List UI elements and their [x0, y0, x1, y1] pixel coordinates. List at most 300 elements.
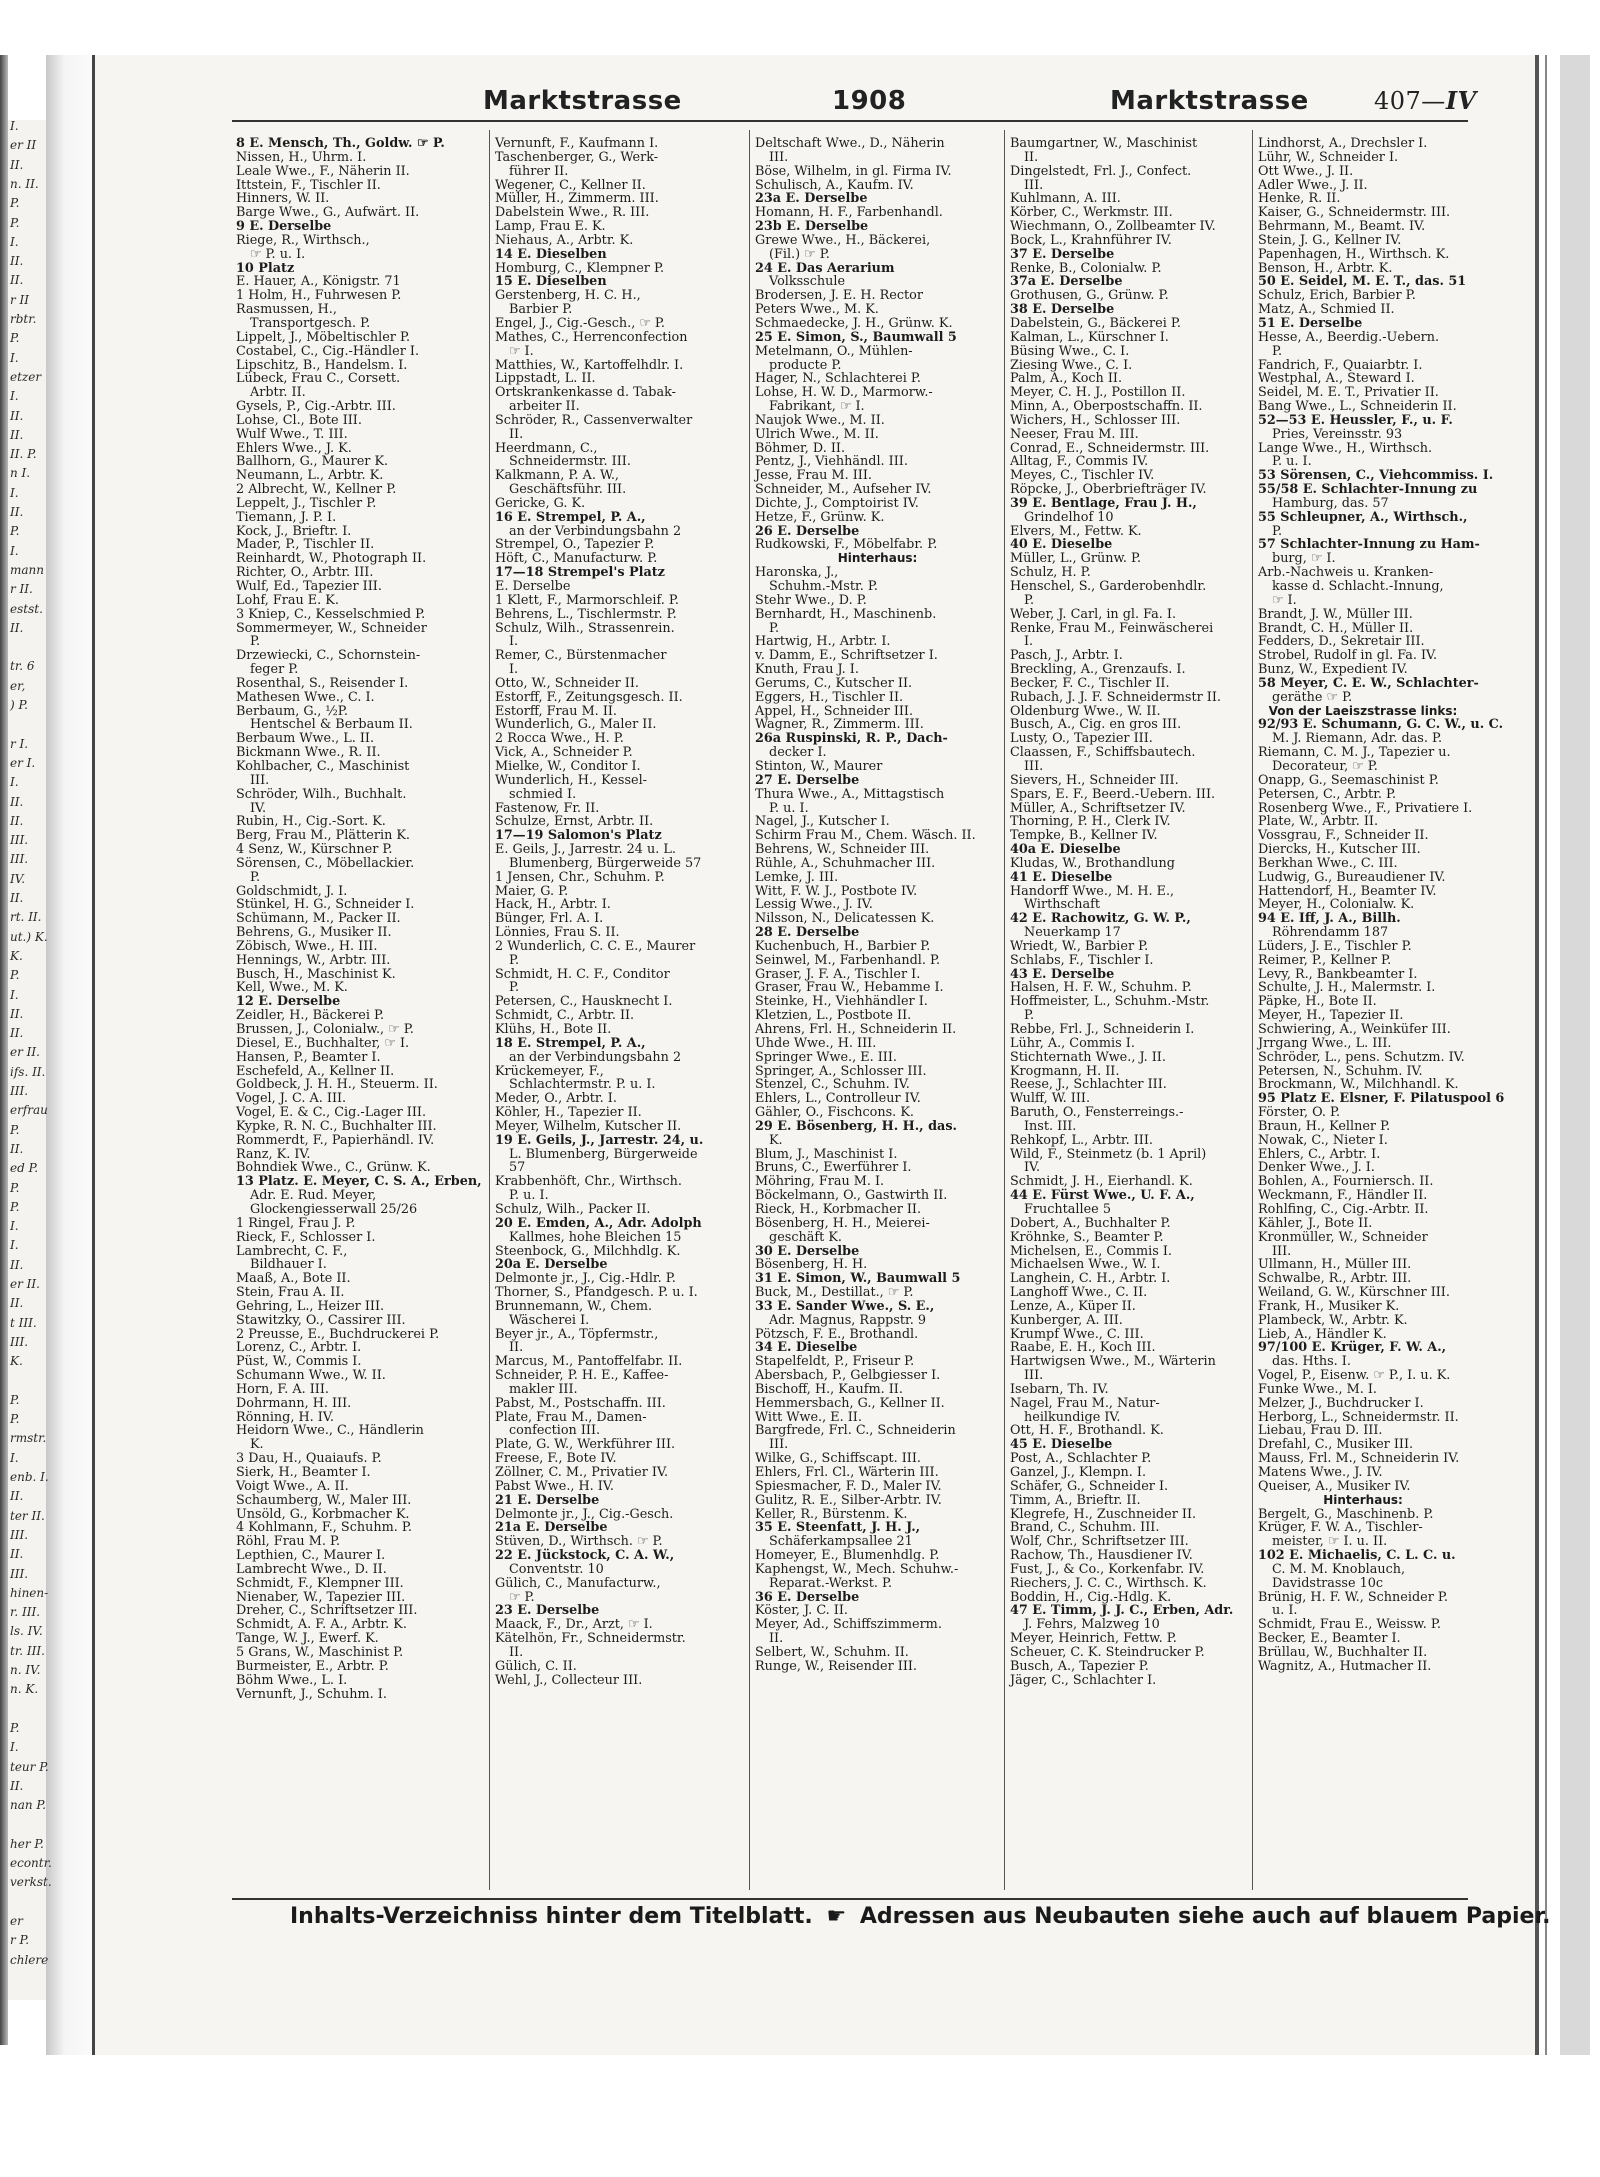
directory-entry: Michelsen, E., Commis I.	[1010, 1243, 1172, 1259]
directory-entry: Onapp, G., Seemaschinist P.	[1258, 772, 1439, 788]
scan-edge-shadow	[0, 55, 8, 2045]
directory-entry: Thorning, P. H., Clerk IV.	[1010, 814, 1171, 830]
previous-page-fragment: II.	[10, 1006, 24, 1021]
pointing-hand-icon: ☛	[826, 1904, 847, 1929]
directory-entry: burg, ☞ I.	[1272, 551, 1336, 567]
directory-entry: Hemmersbach, G., Kellner II.	[755, 1395, 945, 1411]
house-number-entry: 15 E. Dieselben	[495, 274, 607, 290]
directory-entry: Meyer, Ad., Schiffszimmerm.	[755, 1617, 942, 1633]
previous-page-fragment: II.	[10, 1778, 24, 1793]
directory-entry: Thorner, S., Pfandgesch. P. u. I.	[495, 1285, 698, 1301]
directory-entry: Lühr, A., Commis I.	[1010, 1035, 1135, 1051]
house-number-entry: 23 E. Derselbe	[495, 1603, 600, 1619]
directory-entry: III.	[1272, 1243, 1292, 1259]
directory-entry: Adr. E. Rud. Meyer,	[250, 1188, 377, 1204]
directory-entry: Reparat.-Werkst. P.	[769, 1575, 893, 1591]
directory-entry: Meyer, H., Tapezier II.	[1258, 1008, 1404, 1024]
directory-entry: Strempel, O., Tapezier P.	[495, 537, 655, 553]
directory-entry: Remer, C., Bürstenmacher	[495, 648, 667, 664]
directory-entry: Jesse, Frau M. III.	[755, 468, 872, 484]
directory-entry: Renke, Frau M., Feinwäscherei	[1010, 620, 1214, 636]
previous-page-fragment: rt. II.	[10, 910, 42, 925]
previous-page-fragment: n. K.	[10, 1682, 39, 1697]
directory-entry: Homburg, C., Klempner P.	[495, 260, 665, 276]
directory-entry: Wehl, J., Collecteur III.	[495, 1672, 643, 1688]
directory-entry: IV.	[250, 800, 267, 816]
directory-entry: Raabe, E. H., Koch III.	[1010, 1340, 1156, 1356]
previous-page-fragment: I.	[10, 389, 19, 404]
directory-entry: Meyer, C. H. J., Postillon II.	[1010, 385, 1186, 401]
directory-entry: Krabbenhöft, Chr., Wirthsch.	[495, 1174, 682, 1190]
previous-page-fragment: mann	[10, 562, 44, 577]
house-number-entry: 36 E. Derselbe	[755, 1589, 860, 1605]
directory-entry: Abersbach, P., Gelbgiesser I.	[755, 1368, 941, 1384]
directory-entry: Engel, J., Cig.-Gesch., ☞ P.	[495, 315, 665, 331]
directory-entry: Gerstenberg, H. C. H.,	[495, 288, 641, 304]
directory-entry: Hattendorf, H., Beamter IV.	[1258, 883, 1437, 899]
directory-entry: Hesse, A., Beerdig.-Uebern.	[1258, 329, 1440, 345]
previous-page-fragment: I.	[10, 485, 19, 500]
previous-page-fragment: tr. 6	[10, 659, 35, 674]
directory-entry: Sommermeyer, W., Schneider	[236, 620, 427, 636]
directory-entry: Becker, E., Beamter I.	[1258, 1631, 1401, 1647]
directory-entry: Goldbeck, J. H. H., Steuerm. II.	[236, 1077, 438, 1093]
directory-entry: Köster, J. C. II.	[755, 1603, 848, 1619]
directory-column-1	[236, 137, 485, 1897]
directory-entry: Nissen, H., Uhrm. I.	[236, 149, 367, 165]
directory-entry: Meyer, Wilhelm, Kutscher II.	[495, 1118, 682, 1134]
directory-entry: Reimer, P., Kellner P.	[1258, 952, 1392, 968]
directory-entry: decker I.	[769, 745, 827, 761]
section-heading: Von der Laeiszstrasse links:	[1268, 703, 1458, 718]
directory-entry: Schlachtermstr. P. u. I.	[509, 1077, 656, 1093]
previous-page-fragment: erfrau	[10, 1103, 48, 1118]
directory-entry: Schulz, Erich, Barbier P.	[1258, 288, 1416, 304]
previous-page-fragment: er II.	[10, 1277, 40, 1291]
directory-entry: Horn, F. A. III.	[236, 1381, 329, 1397]
house-number-entry: 35 E. Steenfatt, J. H. J.,	[755, 1520, 921, 1536]
previous-page-fragment: er I.	[10, 755, 36, 770]
directory-entry: Rehkopf, L., Arbtr. III.	[1010, 1132, 1153, 1148]
directory-entry: Lorenz, C., Arbtr. I.	[236, 1340, 362, 1356]
directory-entry: Adr. Magnus, Rappstr. 9	[769, 1312, 927, 1328]
directory-entry: Böhm Wwe., L. I.	[236, 1672, 348, 1688]
directory-entry: Petersen, C., Hausknecht I.	[495, 994, 673, 1010]
directory-entry: Sörensen, C., Möbellackier.	[236, 855, 415, 871]
directory-entry: Rachow, Th., Hausdiener IV.	[1010, 1548, 1193, 1564]
directory-entry: Grewe Wwe., H., Bäckerei,	[755, 232, 931, 248]
directory-entry: Meder, O., Arbtr. I.	[495, 1091, 617, 1107]
directory-entry: Bösenberg, H. H.	[755, 1257, 868, 1273]
directory-entry: 3 Kniep, C., Kesselschmied P.	[236, 606, 426, 622]
directory-entry: Stenzel, C., Schuhm. IV.	[755, 1077, 910, 1093]
directory-entry: Röpcke, J., Oberbriefträger IV.	[1010, 482, 1207, 498]
previous-page-margin	[8, 119, 52, 2000]
directory-entry: Springer, A., Schlosser III.	[755, 1063, 927, 1079]
directory-entry: Eschefeld, A., Kellner II.	[236, 1063, 395, 1079]
directory-entry: Meyer, Heinrich, Fettw. P.	[1010, 1631, 1177, 1647]
previous-page-fragment: ter II.	[10, 1508, 45, 1523]
directory-entry: Matthies, W., Kartoffelhdlr. I.	[495, 357, 684, 373]
directory-entry: Busch, H., Maschinist K.	[236, 966, 396, 982]
previous-page-fragment: II.	[10, 620, 24, 635]
directory-entry: Bruns, C., Ewerführer I.	[755, 1160, 912, 1176]
previous-page-fragment: II.	[10, 273, 24, 288]
page-number-arabic: 407—	[1374, 87, 1446, 115]
directory-entry: Ott Wwe., J. II.	[1258, 163, 1354, 179]
directory-entry: Krückemeyer, F.,	[495, 1063, 604, 1079]
directory-entry: Lönnies, Frau S. II.	[495, 925, 620, 941]
previous-page-fragment: K.	[10, 948, 23, 963]
directory-entry: 2 Preusse, E., Buchdruckerei P.	[236, 1326, 440, 1342]
directory-entry: Lohse, Cl., Bote III.	[236, 412, 362, 428]
directory-entry: meister, ☞ I. u. II.	[1272, 1534, 1388, 1550]
column-divider	[749, 130, 750, 1890]
previous-page-fragment: III.	[10, 1084, 29, 1098]
directory-entry: Tange, W. J., Ewerf. K.	[236, 1631, 379, 1647]
directory-entry: Ehlers, C., Arbtr. I.	[1258, 1146, 1381, 1162]
directory-entry: Stehr Wwe., D. P.	[755, 592, 867, 608]
directory-entry: Gerums, C., Kutscher II.	[755, 675, 913, 691]
directory-entry: Spars, E. F., Beerd.-Uebern. III.	[1010, 786, 1216, 802]
directory-entry: Rommerdt, F., Papierhändl. IV.	[236, 1132, 435, 1148]
running-head-year: 1908	[832, 86, 907, 116]
directory-entry: Nagel, Frau M., Natur-	[1010, 1395, 1160, 1411]
directory-entry: Fabrikant, ☞ I.	[769, 399, 865, 415]
directory-entry: Graser, Frau W., Hebamme I.	[755, 980, 944, 996]
house-number-entry: 17—18 Strempel's Platz	[495, 565, 665, 581]
previous-page-fragment: etzer	[10, 369, 42, 384]
directory-entry: feger P.	[250, 662, 299, 678]
directory-entry: Rudkowski, F., Möbelfabr. P.	[755, 537, 938, 553]
directory-entry: Wunderlich, H., Kessel-	[495, 772, 648, 788]
directory-column-5	[1258, 136, 1505, 1897]
directory-entry: Köhler, H., Tapezier II.	[495, 1105, 642, 1121]
directory-entry: Nowak, C., Nieter I.	[1258, 1132, 1388, 1148]
directory-entry: 1 Jensen, Chr., Schuhm. P.	[495, 869, 665, 885]
directory-entry: Freese, F., Bote IV.	[495, 1451, 617, 1467]
directory-entry: Ehlers, L., Controlleur IV.	[755, 1091, 921, 1107]
house-number-entry: 94 E. Iff, J. A., Billh.	[1258, 911, 1401, 927]
directory-entry: Queiser, A., Musiker IV.	[1258, 1478, 1411, 1494]
house-number-entry: 40 E. Dieselbe	[1010, 537, 1113, 553]
directory-entry: III.	[769, 149, 789, 165]
directory-entry: Ranz, K. IV.	[236, 1146, 311, 1162]
directory-entry: Müller, A., Schriftsetzer IV.	[1010, 800, 1186, 816]
directory-entry: Leppelt, J., Tischler P.	[236, 495, 377, 511]
directory-entry: Lusty, O., Tapezier III.	[1010, 731, 1153, 747]
directory-entry: Wulff, W. III.	[1010, 1091, 1091, 1107]
directory-entry: Plate, W., Arbtr. II.	[1258, 814, 1379, 830]
previous-page-fragment: I.	[10, 1450, 19, 1465]
directory-entry: Kletzien, L., Postbote II.	[755, 1008, 912, 1024]
directory-entry: Breckling, A., Grenzaufs. I.	[1010, 662, 1186, 678]
previous-page-fragment: I.	[10, 987, 19, 1002]
directory-entry: Pabst Wwe., H. IV.	[495, 1478, 614, 1494]
previous-page-fragment: II.	[10, 891, 24, 905]
directory-entry: Estorff, F., Zeitungsgesch. II.	[495, 689, 683, 705]
directory-entry: Barge Wwe., G., Aufwärt. II.	[236, 205, 420, 221]
column-divider	[489, 130, 490, 1890]
house-number-entry: 55/58 E. Schlachter-Innung zu	[1258, 482, 1478, 498]
directory-entry: Renke, B., Colonialw. P.	[1010, 260, 1162, 276]
directory-entry: Timm, A., Brieftr. II.	[1010, 1492, 1141, 1508]
directory-entry: Rieck, H., Korbmacher II.	[755, 1201, 922, 1217]
directory-entry: Berbaum, G., ½P.	[236, 703, 348, 719]
previous-page-fragment: II.	[10, 813, 24, 828]
previous-page-fragment: ifs. II.	[10, 1064, 46, 1079]
directory-entry: Ullmann, H., Müller III.	[1258, 1257, 1412, 1273]
house-number-entry: 14 E. Dieselben	[495, 246, 607, 262]
directory-entry: Bildhauer I.	[250, 1257, 327, 1273]
directory-entry: Zöbisch, Wwe., H. III.	[236, 938, 378, 954]
directory-entry: Schäferkampsallee 21	[769, 1534, 913, 1550]
page-edge-line-secondary	[1545, 55, 1547, 2055]
directory-entry: Burmeister, E., Arbtr. P.	[236, 1658, 389, 1674]
directory-entry: Reinhardt, W., Photograph II.	[236, 551, 427, 567]
previous-page-fragment: K.	[10, 1354, 23, 1369]
directory-entry: Mathesen Wwe., C. I.	[236, 689, 375, 705]
directory-entry: Palm, A., Koch II.	[1010, 371, 1123, 387]
directory-entry: Costabel, C., Cig.-Händler I.	[236, 343, 420, 359]
directory-entry: Kell, Wwe., M. K.	[236, 980, 348, 996]
directory-entry: Levy, R., Bankbeamter I.	[1258, 966, 1418, 982]
previous-page-fragment: r II.	[10, 582, 33, 597]
directory-entry: Glockengiesserwall 25/26	[250, 1201, 418, 1217]
directory-entry: Wirthschaft	[1024, 897, 1101, 913]
directory-entry: Schmidt, F., Klempner III.	[236, 1575, 404, 1591]
previous-page-fragment: III.	[10, 852, 29, 867]
directory-entry: Rönning, H. IV.	[236, 1409, 334, 1425]
directory-entry: I.	[1024, 634, 1034, 650]
house-number-entry: 57 Schlachter-Innung zu Ham-	[1258, 537, 1480, 553]
previous-page-fragment: II.	[10, 1547, 24, 1562]
directory-entry: Taschenberger, G., Werk-	[495, 149, 659, 165]
directory-entry: ☞ P.	[509, 1589, 535, 1605]
directory-entry: Stawitzky, O., Cassirer III.	[236, 1312, 406, 1328]
house-number-entry: 37 E. Derselbe	[1010, 246, 1115, 262]
directory-entry: makler III.	[509, 1381, 578, 1397]
directory-entry: Appel, H., Schneider III.	[755, 703, 914, 719]
directory-entry: Witt Wwe., E. II.	[755, 1409, 862, 1425]
directory-entry: Voigt Wwe., A. II.	[236, 1478, 349, 1494]
footer-notice	[290, 1904, 1551, 1929]
directory-entry: Stünkel, H. G., Schneider I.	[236, 897, 415, 913]
directory-entry: Kuhlmann, A. III.	[1010, 191, 1121, 207]
previous-page-fragment: er II	[10, 138, 37, 153]
directory-entry: Liebau, Frau D. III.	[1258, 1423, 1383, 1439]
directory-entry: Krumpf Wwe., C. III.	[1010, 1326, 1144, 1342]
directory-entry: Vogel, J. C. A. III.	[236, 1091, 347, 1107]
footer-rule	[232, 1898, 1468, 1900]
previous-page-fragment: ed P.	[10, 1161, 39, 1176]
directory-entry: Schumann Wwe., W. II.	[236, 1368, 386, 1384]
previous-page-fragment: II.	[10, 1141, 24, 1156]
directory-entry: Vernunft, F., Kaufmann I.	[495, 136, 659, 151]
directory-entry: Stüven, D., Wirthsch. ☞ P.	[495, 1534, 663, 1550]
directory-entry: Knuth, Frau J. I.	[755, 662, 859, 678]
previous-page-fragment: P.	[10, 524, 20, 539]
directory-entry: Bohlen, A., Fourniersch. II.	[1258, 1174, 1434, 1190]
directory-entry: Lenze, A., Küper II.	[1010, 1298, 1136, 1314]
directory-entry: 1 Klett, F., Marmorschleif. P.	[495, 592, 679, 608]
directory-entry: Zöllner, C. M., Privatier IV.	[495, 1465, 669, 1480]
directory-entry: Diercks, H., Kutscher III.	[1258, 842, 1421, 858]
directory-entry: Schulz, H. P.	[1010, 565, 1091, 581]
house-number-entry: 19 E. Geils, J., Jarrestr. 24, u.	[495, 1132, 704, 1148]
directory-entry: Lipschitz, B., Handelsm. I.	[236, 357, 408, 373]
directory-entry: Geschäftsführ. III.	[509, 482, 627, 498]
directory-entry: Päpke, H., Bote II.	[1258, 994, 1377, 1010]
directory-entry: Vossgrau, F., Schneider II.	[1258, 828, 1429, 844]
directory-entry: Kunberger, A. III.	[1010, 1312, 1123, 1328]
previous-page-fragment: P.	[10, 968, 20, 983]
scan-background-strip	[1560, 55, 1590, 2055]
directory-entry: Henke, R. II.	[1258, 191, 1341, 207]
directory-entry: Schulz, Wilh., Packer II.	[495, 1201, 651, 1217]
directory-entry: Rohlfing, C., Cig.-Arbtr. II.	[1258, 1201, 1429, 1217]
directory-entry: Schulz, Wilh., Strassenrein.	[495, 620, 675, 636]
directory-entry: Grindelhof 10	[1024, 509, 1114, 525]
directory-entry: Keller, R., Bürstenm. K.	[755, 1506, 908, 1522]
directory-entry: Böhmer, D. II.	[755, 440, 846, 456]
directory-entry: Ittstein, F., Tischler II.	[236, 177, 381, 193]
directory-entry: Steinke, H., Viehhändler I.	[755, 994, 928, 1010]
directory-entry: Hartwigsen Wwe., M., Wärterin	[1010, 1354, 1216, 1370]
directory-entry: Bickmann Wwe., R. II.	[236, 745, 381, 761]
directory-entry: I.	[509, 634, 519, 650]
directory-entry: Halsen, H. F. W., Schuhm. P.	[1010, 980, 1192, 996]
directory-entry: Busch, A., Cig. en gros III.	[1010, 717, 1182, 733]
directory-entry: Stein, Frau A. II.	[236, 1285, 345, 1301]
directory-entry: Kuchenbuch, H., Barbier P.	[755, 938, 931, 954]
previous-page-fragment: ls. IV.	[10, 1624, 43, 1639]
previous-page-fragment: n I.	[10, 466, 31, 481]
directory-entry: Hartwig, H., Arbtr. I.	[755, 634, 891, 650]
directory-entry: II.	[1024, 149, 1039, 165]
previous-page-fragment: er	[10, 1913, 23, 1928]
directory-entry: Klühs, H., Bote II.	[495, 1022, 612, 1037]
directory-entry: P.	[1024, 1008, 1035, 1024]
previous-page-fragment: er,	[10, 678, 26, 693]
directory-entry: Brandt, C. H., Müller II.	[1258, 620, 1414, 636]
directory-entry: Riemann, C. M. J., Tapezier u.	[1258, 745, 1451, 761]
previous-page-fragment: II.	[10, 505, 24, 519]
directory-entry: Hansen, P., Beamter I.	[236, 1049, 381, 1065]
directory-entry: Rosenberg Wwe., F., Privatiere I.	[1258, 800, 1473, 816]
directory-entry: Schmaedecke, J. H., Grünw. K.	[755, 315, 953, 331]
directory-entry: Möhring, Frau M. I.	[755, 1174, 885, 1190]
directory-entry: Papenhagen, H., Wirthsch. K.	[1258, 246, 1450, 262]
house-number-entry: 20 E. Emden, A., Adr. Adolph	[495, 1215, 702, 1231]
directory-entry: (Fil.) ☞ P.	[769, 246, 830, 262]
directory-entry: Hetze, F., Grünw. K.	[755, 509, 885, 525]
directory-entry: Scheuer, C. K. Steindrucker P.	[1010, 1644, 1205, 1660]
directory-entry: II.	[769, 1631, 784, 1647]
directory-entry: Lamp, Frau E. K.	[495, 219, 606, 235]
directory-entry: Wild, F., Steinmetz (b. 1 April)	[1010, 1146, 1207, 1162]
directory-entry: Kaphengst, W., Mech. Schuhw.-	[755, 1561, 959, 1577]
directory-entry: Krüger, F. W. A., Tischler-	[1258, 1520, 1423, 1536]
directory-entry: Mader, P., Tischler II.	[236, 537, 375, 553]
directory-entry: Zeidler, H., Bäckerei P.	[236, 1008, 385, 1024]
directory-entry: Schulte, J. H., Malermstr. I.	[1258, 980, 1436, 996]
directory-entry: Lippelt, J., Möbeltischler P.	[236, 329, 411, 345]
previous-page-fragment: II.	[10, 1257, 24, 1272]
directory-entry: arbeiter II.	[509, 399, 580, 415]
previous-page-fragment: II.	[10, 1296, 24, 1311]
directory-entry: Niehaus, A., Arbtr. K.	[495, 232, 634, 248]
directory-entry: Lepthien, C., Maurer I.	[236, 1548, 386, 1564]
directory-entry: Kallmes, hohe Bleichen 15	[509, 1229, 682, 1245]
previous-page-fragment: I.	[10, 234, 19, 249]
directory-entry: Denker Wwe., J. I.	[1258, 1160, 1375, 1176]
directory-entry: Vogel, P., Eisenw. ☞ P., I. u. K.	[1258, 1368, 1451, 1384]
directory-entry: Ahrens, Frl. H., Schneiderin II.	[755, 1022, 957, 1037]
house-number-entry: 22 E. Jückstock, C. A. W.,	[495, 1548, 675, 1564]
directory-entry: Brockmann, W., Milchhandl. K.	[1258, 1077, 1459, 1093]
directory-entry: Rühle, A., Schuhmacher III.	[755, 855, 936, 871]
directory-entry: Matz, A., Schmied II.	[1258, 302, 1395, 318]
directory-entry: Berkhan Wwe., C. III.	[1258, 855, 1398, 871]
directory-entry: Bohndiek Wwe., C., Grünw. K.	[236, 1160, 431, 1176]
directory-entry: Drefahl, C., Musiker III.	[1258, 1437, 1414, 1453]
directory-entry: Graser, J. F. A., Tischler I.	[755, 966, 921, 982]
directory-entry: Brodersen, J. E. H. Rector	[755, 288, 924, 304]
directory-entry: Langhein, C. H., Arbtr. I.	[1010, 1271, 1171, 1287]
directory-entry: Wagnitz, A., Hutmacher II.	[1258, 1658, 1432, 1674]
directory-entry: Busch, A., Tapezier P.	[1010, 1658, 1149, 1674]
house-number-entry: 13 Platz. E. Meyer, C. S. A., Erben,	[236, 1174, 482, 1190]
previous-page-fragment: her P.	[10, 1836, 44, 1851]
directory-entry: Wilke, G., Schiffscapt. III.	[755, 1451, 921, 1467]
directory-entry: Schneidermstr. III.	[509, 454, 631, 470]
directory-entry: producte P.	[769, 357, 842, 373]
house-number-entry: 95 Platz E. Elsner, F. Pilatuspool 6	[1258, 1091, 1505, 1107]
directory-entry: Selbert, W., Schuhm. II.	[755, 1644, 909, 1660]
directory-entry: Pries, Vereinsstr. 93	[1272, 426, 1403, 442]
previous-page-fragment: estst.	[10, 601, 43, 616]
directory-entry: Beyer jr., A., Töpfermstr.,	[495, 1326, 659, 1342]
directory-entry: Seinwel, M., Farbenhandl. P.	[755, 952, 941, 968]
directory-entry: 5 Grans, W., Maschinist P.	[236, 1644, 404, 1660]
page-number	[1374, 86, 1477, 115]
house-number-entry: 21 E. Derselbe	[495, 1492, 600, 1508]
directory-entry: Schröder, L., pens. Schutzm. IV.	[1258, 1049, 1465, 1065]
directory-entry: Brandt, J. W., Müller III.	[1258, 606, 1413, 622]
directory-entry: Rosenthal, S., Reisender I.	[236, 675, 409, 691]
directory-entry: Goldschmidt, J. I.	[236, 883, 348, 899]
directory-entry: Kätelhön, Fr., Schneidermstr.	[495, 1631, 686, 1647]
directory-entry: Maack, F., Dr., Arzt, ☞ I.	[495, 1617, 653, 1633]
directory-entry: Klegrefe, H., Zuschneider II.	[1010, 1506, 1197, 1522]
directory-entry: Riege, R., Wirthsch.,	[236, 232, 370, 248]
directory-entry: Heerdmann, C.,	[495, 440, 598, 456]
directory-entry: Püst, W., Commis I.	[236, 1354, 362, 1370]
directory-entry: Dobert, A., Buchhalter P.	[1010, 1215, 1171, 1231]
directory-entry: Reese, J., Schlachter III.	[1010, 1077, 1167, 1093]
directory-entry: Schümann, M., Packer II.	[236, 911, 401, 927]
previous-page-fragment: enb. I.	[10, 1470, 49, 1484]
directory-entry: III.	[1024, 1368, 1044, 1384]
house-number-entry: 92/93 E. Schumann, G. C. W., u. C.	[1258, 717, 1504, 733]
directory-entry: Mauss, Frl. M., Schneiderin IV.	[1258, 1451, 1460, 1467]
directory-entry: Elvers, M., Fettw. K.	[1010, 523, 1142, 539]
directory-entry: Schaumberg, W., Maler III.	[236, 1492, 412, 1508]
previous-page-fragment: I.	[10, 775, 19, 790]
directory-entry: Pötzsch, F. E., Brothandl.	[755, 1326, 919, 1342]
section-heading: Hinterhaus:	[1323, 1492, 1403, 1507]
